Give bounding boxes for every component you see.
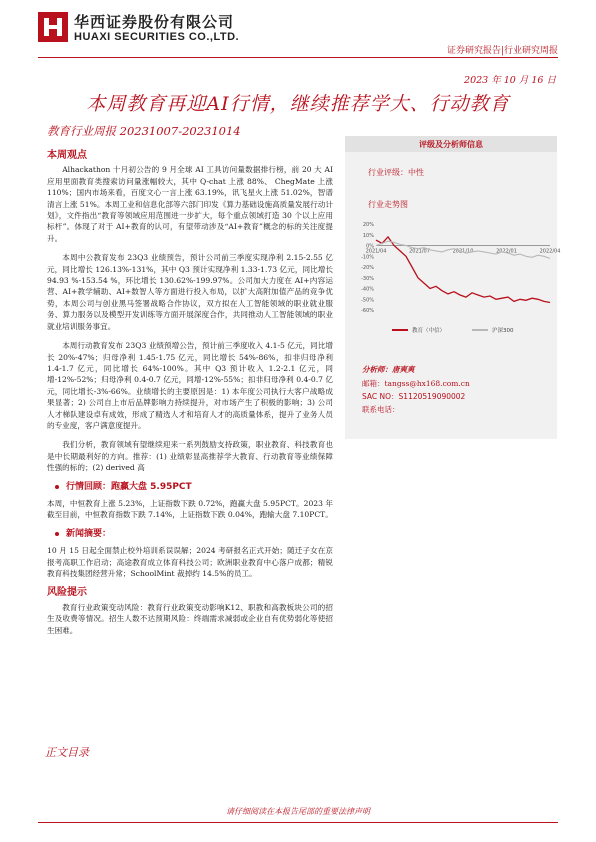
- bullet-icon: [55, 532, 59, 536]
- y-tick-label: -10%: [361, 254, 374, 261]
- section-heading-news: 新闻摘要：: [47, 529, 333, 540]
- main-content: [47, 150, 333, 644]
- y-tick-label: 0%: [366, 243, 374, 250]
- trend-chart-label: 行业走势图: [368, 200, 408, 209]
- legend-label: 教育（中信）: [412, 328, 446, 334]
- y-tick-label: 10%: [362, 232, 374, 239]
- trend-chart: [352, 220, 561, 352]
- bullet-icon: [55, 485, 59, 489]
- y-tick-label: 20%: [362, 222, 374, 228]
- info-panel-header: 评级及分析师信息: [345, 136, 557, 152]
- x-tick-label: 2022/01: [496, 248, 517, 255]
- analyst-sac: SAC NO：S1120519090002: [362, 392, 466, 401]
- x-tick-label: 2021/04: [365, 248, 387, 255]
- footer-disclaimer[interactable]: 请仔细阅读在本报告尾部的重要法律声明: [226, 807, 370, 816]
- report-title: 本周教育再迎AI行情，继续推荐学大、行动教育: [86, 93, 510, 115]
- toc-heading: 正文目录: [45, 746, 89, 759]
- paragraph: Alhackathon 十月初公告的 9 月全球 AI 工具访问量数据排行榜，前 20 大 AI 应用里面教育类搜索访问量涨幅较大，其中 Q-chat 上涨 88%、 ChegMate 上涨 110%；国内市场来看，百度文心一言上涨 63.19%，讯飞星火上涨 51.02%，智谱清言上涨 51%。本周工业和信息化部等六部门印发《算力基础设施高质量发展行动计划》，文件指出“教育等领域应用范围进一步扩大，每个重点领域打造 30 个以上应用标杆”。体现了对于 AI+教育的认可，有望带动涉及“AI+教育”概念的标的关注度提升。: [47, 165, 333, 243]
- report-date: 2023 年 10 月 16 日: [464, 75, 556, 86]
- x-tick-label: 2021/07: [409, 248, 430, 255]
- report-type-label: 证券研究报告|行业研究周报: [446, 46, 558, 56]
- paragraph: 本周中公教育发布 23Q3 业绩预告，预计公司前三季度实现净利 2.15-2.55 亿元，同比增长 126.13%-131%，其中 Q3 预计实现净利 1.33-1.73 亿元，同比增长 94.93 %-153.54 %，环比增长 130.62%-199.97%。公司加大力度在 AI+内容运营、AI+教学辅助、AI+数智人等方面进行投入布局，以扩大高附加值产品的竞争优势，本周公司与创业黑马签署战略合作协议，双方拟在人工智能领域的职业就业服务、算力服务以及模型开发训练等方面开展深度合作，共同推动人工智能领域的职业就业培训服务事宜。: [47, 253, 333, 331]
- series-line: [376, 237, 550, 303]
- paragraph: 教育行业政策变动风险：教育行业政策变动影响K12、职教和高教板块公司的招生及收费等情况。招生人数不达预期风险：终端需求减弱或企业自有优势弱化等使招生困难。: [47, 602, 333, 635]
- report-subtitle: 教育行业周报 20231007-20231014: [47, 124, 241, 138]
- analyst-email[interactable]: 邮箱：tangss@hx168.com.cn: [362, 379, 470, 388]
- analyst-phone: 联系电话：: [362, 405, 400, 414]
- company-name-en: HUAXI SECURITIES CO.,LTD.: [74, 31, 240, 43]
- paragraph: 本周，中恒教育上涨 5.23%，上证指数下跌 0.72%，跑赢大盘 5.95PCT。2023 年截至目前，中恒教育指数下跌 7.14%，上证指数下跌 0.04%，跑输大盘 7.10PCT。: [47, 498, 333, 520]
- paragraph: 本周行动教育发布 23Q3 业绩预增公告，预计前三季度收入 4.1-5 亿元，同比增长 20%-47%；归母净利 1.45-1.75 亿元，同比增长 54%-86%，扣非归母净利 1.4-1.7 亿元，同比增长 64%-100%。其中 Q3 预计收入 1.2-2.1 亿元，同增-12%-52%；归母净利 0.4-0.7 亿元，同增-12%-55%；扣非归母净利 0.4-0.7 亿元，同比增长-3%-66%。业绩增长的主要原因是：1) 本年度公司执行大客户战略成果显著；2) 公司自上市后品牌影响力持续提升，对市场产生了积极的影响；3) 公司人才梯队建设卓有成效，形成了精选人才和培育人才的高质量体系，提升了业务人员的专业度，客户满意度提升。: [47, 341, 333, 430]
- industry-rating: 行业评级：中性: [368, 168, 424, 177]
- paragraph: 10 月 15 日起全面禁止校外培训系误误解；2024 考研报名正式开始；随迁子女在京报考高职工作启动；高途教育成立体育科技公司；欧洲职业教育中心落户成都；精锐教育科技集团经营升常；SchoolMint 裁掉约 14.5%的员工。: [47, 546, 333, 578]
- y-tick-label: -20%: [361, 265, 374, 271]
- section-heading-market: 行情回顾：跑赢大盘 5.95PCT: [47, 482, 333, 493]
- paragraph: 我们分析，教育领域有望继续迎来一系列鼓励支持政策，职业教育、科技教育也是中长期最利好的方向。推荐：(1) 业绩彰显高推荐学大教育、行动教育等业绩保障性强的标的；(2) derived 高: [47, 440, 333, 473]
- x-tick-label: 2021/10: [452, 248, 474, 255]
- header-divider: [38, 57, 558, 58]
- footer-divider: [38, 822, 558, 823]
- legend-label: 沪深300: [492, 328, 514, 334]
- section-heading-risk: 风险提示: [47, 587, 87, 599]
- y-tick-label: -40%: [361, 286, 374, 293]
- y-tick-label: -50%: [361, 297, 374, 304]
- analyst-name: 分析师：唐爽爽: [362, 365, 415, 374]
- section-heading-views: 本周观点: [47, 150, 87, 161]
- company-name-cn: 华西证券股份有限公司: [74, 13, 235, 31]
- logo-icon: [38, 12, 68, 42]
- x-tick-label: 2022/04: [539, 248, 561, 255]
- y-tick-label: -30%: [361, 275, 374, 282]
- y-tick-label: -60%: [361, 308, 374, 314]
